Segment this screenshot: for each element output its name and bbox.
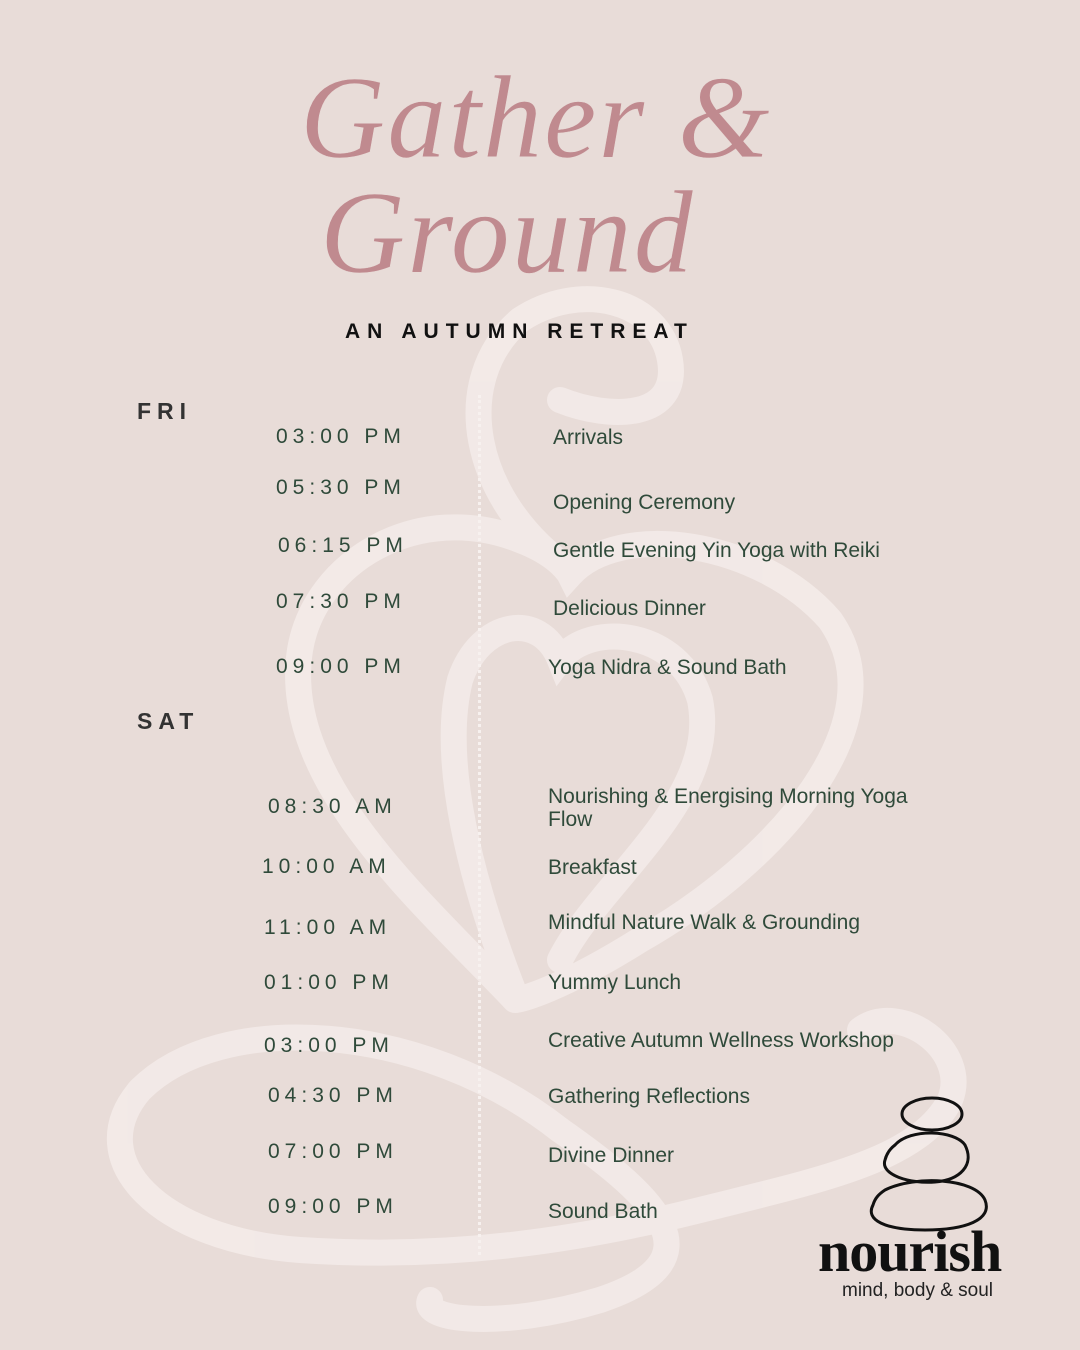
schedule-time: 06:15 PM (278, 534, 408, 557)
schedule-time: 07:00 PM (268, 1140, 398, 1163)
schedule-time: 08:30 AM (268, 795, 397, 818)
schedule-activity: Sound Bath (548, 1200, 658, 1223)
schedule-activity: Arrivals (553, 426, 624, 449)
schedule-time: 10:00 AM (262, 855, 391, 878)
day-label-sat: SAT (137, 708, 200, 734)
schedule-activity: Delicious Dinner (553, 597, 706, 620)
schedule-activity: Yoga Nidra & Sound Bath (548, 656, 787, 679)
schedule-time: 11:00 AM (264, 916, 392, 939)
title-line-2: Ground (320, 167, 695, 298)
schedule-activity: Yummy Lunch (548, 971, 682, 994)
schedule-time: 04:30 PM (268, 1084, 398, 1107)
schedule-time: 05:30 PM (276, 476, 406, 499)
schedule-activity: Mindful Nature Walk & Grounding (548, 911, 861, 934)
schedule-activity: Opening Ceremony (553, 491, 736, 514)
schedule-activity: Divine Dinner (548, 1144, 675, 1167)
schedule-activity: Gathering Reflections (548, 1085, 750, 1108)
brand-name: nourish (818, 1219, 1002, 1284)
schedule-time: 03:00 PM (276, 425, 406, 448)
schedule-time: 09:00 PM (268, 1195, 398, 1218)
schedule-activity: Creative Autumn Wellness Workshop (548, 1029, 894, 1052)
schedule-time: 07:30 PM (276, 590, 406, 613)
timeline-divider (478, 395, 481, 1255)
schedule-time: 09:00 PM (276, 655, 406, 678)
brand-tagline: mind, body & soul (842, 1280, 994, 1301)
schedule-activity: Breakfast (548, 856, 637, 879)
subtitle: AN AUTUMN RETREAT (345, 320, 694, 343)
schedule-activity: Nourishing & Energising Morning Yoga Flow (548, 785, 908, 831)
day-label-fri: FRI (137, 398, 193, 424)
schedule-time: 03:00 PM (264, 1034, 394, 1057)
title-line-1: Gather & (300, 52, 772, 183)
schedule-activity: Gentle Evening Yin Yoga with Reiki (553, 539, 880, 562)
schedule-time: 01:00 PM (264, 971, 394, 994)
